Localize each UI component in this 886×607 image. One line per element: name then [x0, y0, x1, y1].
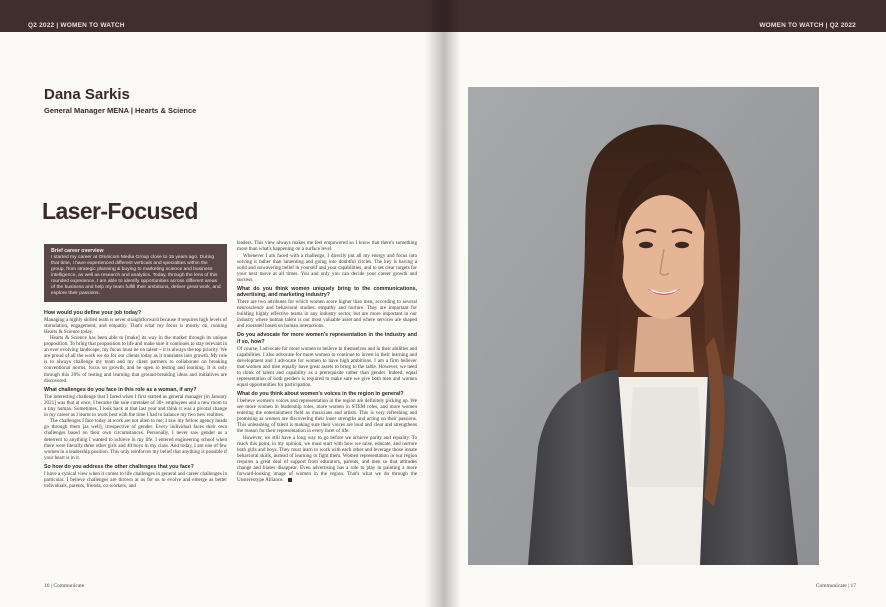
header-tag: WOMEN TO WATCH | Q2 2022	[759, 22, 856, 29]
overview-title: Brief career overview	[51, 248, 104, 254]
right-page	[443, 0, 886, 607]
end-mark-icon	[288, 478, 292, 482]
header-tag: Q2 2022 | WOMEN TO WATCH	[28, 22, 125, 29]
question-heading: What challenges do you face in this role as a woman, if any?	[44, 386, 197, 393]
question-heading: How would you define your job today?	[44, 309, 142, 316]
paragraph: leaders. This view always makes me feel empowered so I know that there's something more than what's happening on a surface level.	[237, 240, 417, 253]
question-heading: What do you think about women's voices in the region in general?	[237, 390, 404, 397]
text-column-1	[44, 244, 227, 489]
paragraph: I believe women's voices and representation in the region are definitely picking up. We see more women in leadership roles, more women in STEM roles, and more women entering the entertainment field as musicians and artists. This is very refreshing and promising as women are discovering their inner strengths and acting on their passions. This unleashing of talent is making sure their voices are loud and clear and strengthens the reason for their representation in every facet of life.	[237, 397, 417, 435]
question-heading: So how do you address the other challenges that you face?	[44, 463, 194, 470]
paragraph: Whenever I am faced with a challenge, I directly put all my energy and focus into solving it rather than lamenting and going into doubtful circles. The key is having a solid and unwavering belief in yourself and your capabilities, and to set clear targets for your next move at all times. You and only you can decide your career growth and success.	[237, 252, 417, 283]
paragraph: Managing a highly skilled team is never straightforward because it requires high levels of stimulation, engagement, and empathy. That's what my focus is mostly on, running Hearts & Science today.	[44, 316, 227, 335]
header-bar	[443, 0, 886, 32]
overview-text: I started my career at Omnicom Media Group close to 15 years ago. During that time, I have experienced different verticals and specialties within the group, from strategic planning & buying to marketing science and business intelligence, as well as research and analytics. Today, through the lens of this rounded experience, I am able to identify opportunities across different areas of the business and help my team fulfill their ambitions, deliver great work, and explore their passions.	[51, 254, 221, 296]
page-gutter-shadow	[425, 0, 443, 607]
paragraph: Hearts & Science has been able to [make] its way in the market through its unique proposition. To bring that proposition to life and make sure it continues to stay relevant in an ever evolving landscape, my focus must be on talent – it is always the top priority. We are proud of all the work we do for our clients today as it translates into growth. My role is to always challenge my team and my client partners to collaborate on breaking conventional norms, focus on growth, and be open to testing and learning. It is only through this 20% of testing and learning that ground-breaking ideas and initiatives are discovered.	[44, 335, 227, 384]
page-footer: 16 | Communicate	[44, 583, 85, 589]
portrait-illustration	[468, 87, 819, 565]
paragraph-text: However, we still have a long way to go before we achieve parity and equality. To reach this point, in my opinion, we must start with how we raise, educate, and nurture both girls and boys. They must learn to work with each other and leverage those innate behavioral skills, instead of learning to fight them. Women representation in our region requires a great deal of support from educators, parents, and men so that attitudes change and biases disappear. Even advertising has a role to play in painting a more forward-looking image of women in the region. That's what we do through the Unstereotype Alliance.	[237, 434, 417, 484]
portrait-photo	[468, 87, 819, 565]
question-heading: Do you advocate for more women's representation in the industry and if so, how?	[237, 332, 417, 345]
article-headline: Laser-Focused	[42, 198, 198, 224]
page-gutter-shadow	[443, 0, 461, 607]
question-heading: What do you think women uniquely bring to the communications, advertising, and marketing industry?	[237, 285, 417, 299]
paragraph: There are two attributes for which women score higher than men, according to several neuroscience and behavioral studies: empathy and nurture. They are important for building highly effective teams in any industry sector, but are more important in our industry where human talent is our most valuable asset and where services are shaped and executed based on human interactions.	[237, 299, 417, 330]
header-bar	[0, 0, 443, 32]
paragraph: Of course, I advocate for more women to believe in themselves and in their abilities and capabilities. I also advocate for more women to continue to invest in their learning and development and I advocate for women to have high ambitions. I am a firm believer that women and men equally have great assets to bring to the table. However, we need to think of talent and capability as a prerequisite rather than gender. Indeed, equal representation of both genders is required to make sure we give both men and women equal opportunities for participation.	[237, 345, 417, 388]
paragraph: I have a cynical view when it comes to life challenges in general and career challenges in particular. I believe challenges are thrown at us for us to evolve and emerge as better individuals, parents, friends, co-workers, and	[44, 470, 227, 489]
career-overview-box	[44, 244, 227, 302]
person-name: Dana Sarkis	[44, 86, 130, 103]
person-role: General Manager MENA | Hearts & Science	[44, 106, 197, 115]
text-column-2	[237, 240, 417, 484]
paragraph: The challenges I face today at work are not alien to me; I saw my fellow agency heads go through them [as well], irrespective of gender. Every individual faces their own challenges based on their own circumstances. Personally, I never saw gender as a deterrent to anything I wanted to achieve in my life. I entered engineering school when there were literally three other girls and 40 boys in my class. And today, I am one of few women in a leadership position. This only reinforces my belief that anything is possible if your heart is in it.	[44, 418, 227, 461]
page-footer: Communicate | 17	[815, 583, 856, 589]
paragraph	[237, 435, 417, 483]
paragraph: The interesting challenge that I faced when I first started as general manager [in January 2021] was that at once, I became the sole caretaker of 30+ employees and a new mom to a tiny human. Sometimes, I look back at that last year and think it was a pivotal change in my career as I learnt to work best with the time I had to balance my two new realities.	[44, 393, 227, 418]
